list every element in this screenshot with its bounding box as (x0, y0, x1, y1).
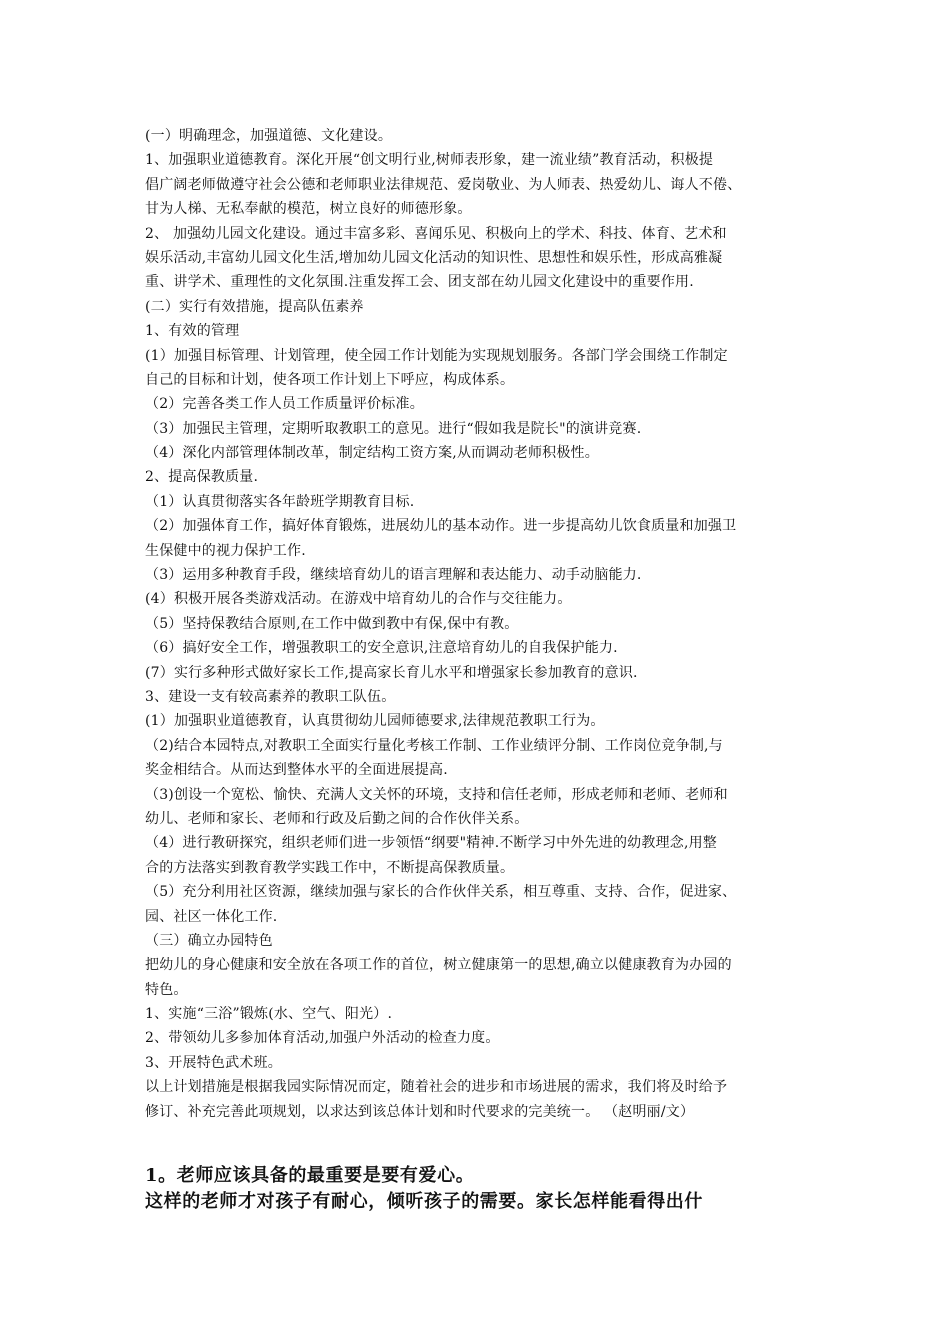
text-line: (二）实行有效措施，提高队伍素养 (145, 298, 364, 315)
text-line: 幼儿、老师和家长、老师和行政及后勤之间的合作伙伴关系。 (145, 810, 529, 827)
text-line: （2）加强体育工作，搞好体育锻炼，进展幼儿的基本动作。进一步提高幼儿饮食质量和加强卫 (145, 518, 737, 535)
text-line: 把幼儿的身心健康和安全放在各项工作的首位，树立健康第一的思想,确立以健康教育为办园的 (145, 957, 732, 974)
bold-heading-block (145, 1163, 835, 1215)
text-line: （三）确立办园特色 (145, 932, 273, 949)
text-line: 自己的目标和计划，使各项工作计划上下呼应，构成体系。 (145, 371, 515, 388)
text-line: 2、带领幼儿多参加体育活动,加强户外活动的检查力度。 (145, 1030, 500, 1047)
text-line: 修订、补充完善此项规划，以求达到该总体计划和时代要求的完美统一。 （赵明丽/文） (145, 1103, 695, 1120)
text-line: （5）充分利用社区资源，继续加强与家长的合作伙伴关系，相互尊重、支持、合作，促进家、 (145, 884, 737, 901)
heading-line: 1。老师应该具备的最重要是要有爱心。 (145, 1165, 475, 1186)
text-line: 奖金相结合。从而达到整体水平的全面进展提高. (145, 762, 448, 779)
text-line: 重、讲学术、重理性的文化氛围.注重发挥工会、团支部在幼儿园文化建设中的重要作用. (145, 274, 694, 291)
text-line: (一）明确理念，加强道德、文化建设。 (145, 128, 393, 144)
text-line: (7）实行多种形式做好家长工作,提高家长育儿水平和增强家长参加教育的意识. (145, 664, 638, 681)
heading-line: 这样的老师才对孩子有耐心，倾听孩子的需要。家长怎样能看得出什 (145, 1191, 703, 1212)
text-line: 合的方法落实到教育教学实践工作中，不断提高保教质量。 (145, 859, 515, 876)
text-line: (4）积极开展各类游戏活动。在游戏中培育幼儿的合作与交往能力。 (145, 591, 572, 608)
text-line: （1）认真贯彻落实各年龄班学期教育目标. (145, 493, 415, 510)
text-line: 1、加强职业道德教育。深化开展“创文明行业,树师表形象，建一流业绩”教育活动，积极提 (145, 152, 714, 169)
document-body (145, 124, 825, 1124)
text-line: （4）深化内部管理体制改革，制定结构工资方案,从而调动老师积极性。 (145, 445, 599, 462)
text-line: 3、开展特色武术班。 (145, 1054, 282, 1071)
text-line: 娱乐活动,丰富幼儿园文化生活,增加幼儿园文化活动的知识性、思想性和娱乐性，形成高雅凝 (145, 249, 723, 266)
text-line: （2）完善各类工作人员工作质量评价标准。 (145, 396, 424, 413)
text-line: （3)创设一个宽松、愉快、充满人文关怀的环境，支持和信任老师，形成老师和老师、老师和 (145, 786, 728, 803)
text-line: (1）加强职业道德教育，认真贯彻幼儿园师德要求,法律规范教职工行为。 (145, 713, 605, 730)
text-line: （2)结合本园特点,对教职工全面实行量化考核工作制、工作业绩评分制、工作岗位竞争制,与 (145, 737, 723, 754)
text-line: 2、提高保教质量. (145, 469, 259, 486)
text-line: 1、实施“三浴”锻炼(水、空气、阳光）. (145, 1006, 393, 1023)
text-line: （3）加强民主管理，定期听取教职工的意见。进行“假如我是院长"的演讲竞赛. (145, 420, 642, 437)
text-line: 生保健中的视力保护工作. (145, 542, 306, 559)
text-line: 倡广阔老师做遵守社会公德和老师职业法律规范、爱岗敬业、为人师表、热爱幼儿、诲人不倦、 (145, 176, 742, 193)
text-line: （6）搞好安全工作，增强教职工的安全意识,注意培育幼儿的自我保护能力. (145, 640, 618, 657)
text-line: 以上计划措施是根据我园实际情况而定，随着社会的进步和市场进展的需求，我们将及时给予 (145, 1079, 728, 1096)
text-line: 2、 加强幼儿园文化建设。通过丰富多彩、喜闻乐见、积极向上的学术、科技、体育、艺术和 (145, 225, 727, 242)
text-line: （4）进行教研探究，组织老师们进一步领悟“纲要"精神.不断学习中外先进的幼教理念,用整 (145, 835, 718, 852)
text-line: 甘为人梯、无私奉献的模范，树立良好的师德形象。 (145, 201, 472, 218)
text-line: 园、社区一体化工作. (145, 908, 278, 925)
text-line: 1、有效的管理 (145, 323, 240, 340)
text-line: （5）坚持保教结合原则,在工作中做到教中有保,保中有教。 (145, 615, 519, 632)
text-line: 特色。 (145, 981, 188, 998)
text-line: （3）运用多种教育手段，继续培育幼儿的语言理解和表达能力、动手动脑能力. (145, 567, 642, 584)
text-line: (1）加强目标管理、计划管理，使全园工作计划能为实现规划服务。各部门学会围绕工作制定 (145, 347, 728, 364)
text-line: 3、建设一支有较高素养的教职工队伍。 (145, 688, 396, 705)
